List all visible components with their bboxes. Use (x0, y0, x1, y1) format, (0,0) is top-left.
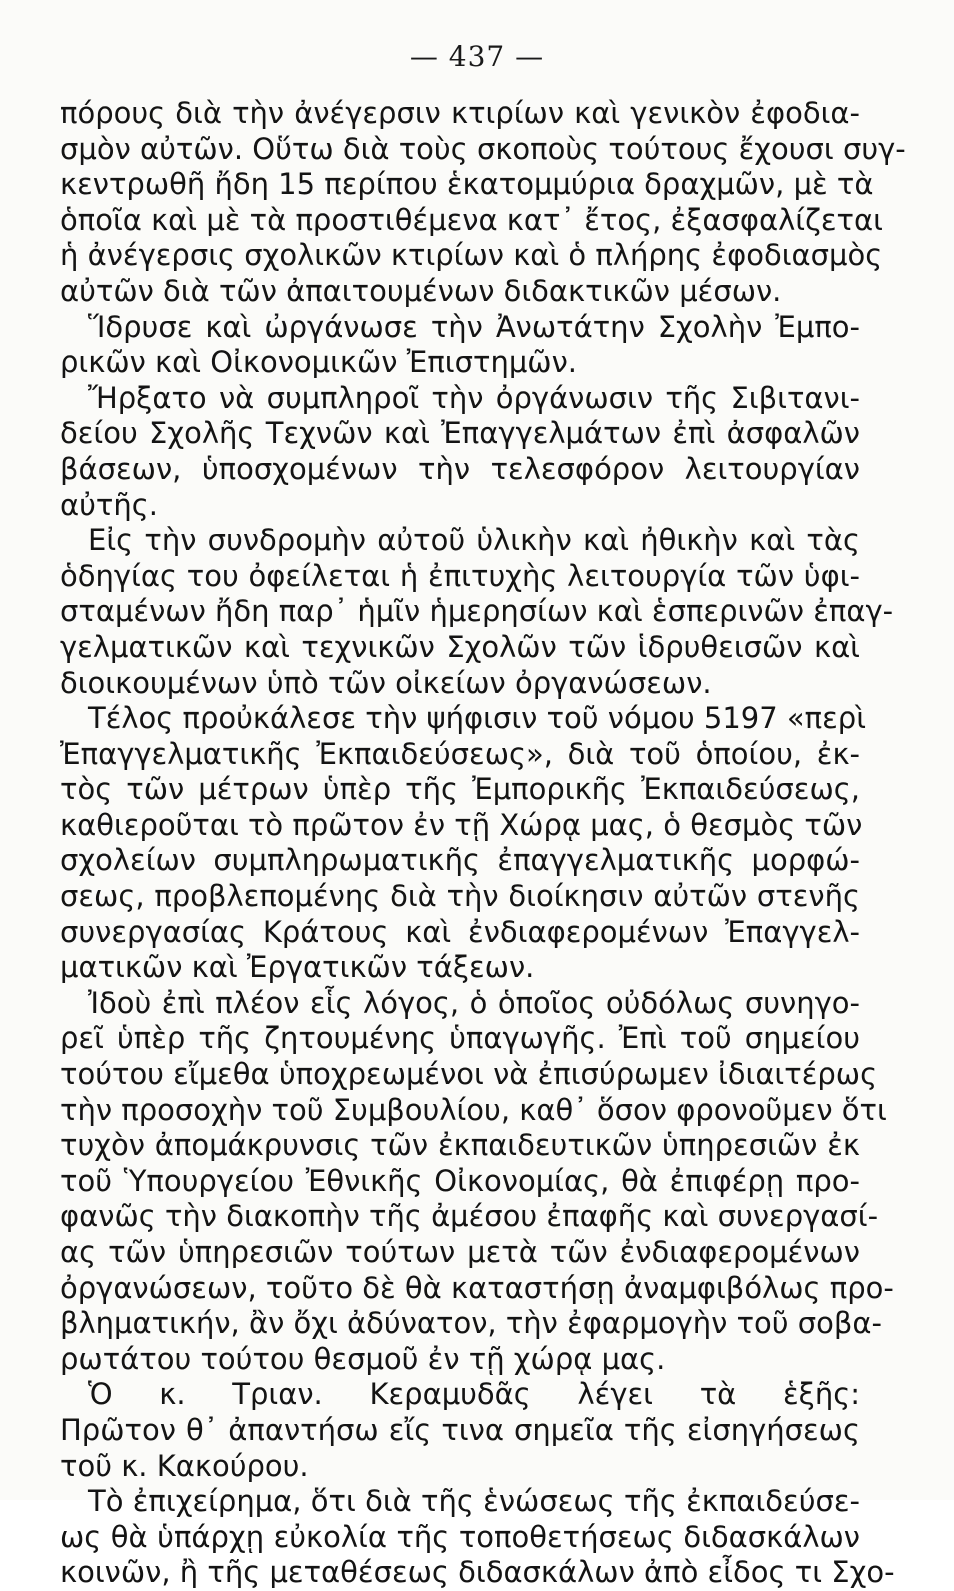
text-line: βληματικήν, ἂν ὄχι ἀδύνατον, τὴν ἐφαρμογὴν τοῦ σοβα- (60, 1306, 882, 1341)
text-line: συνεργασίας Κράτους καὶ ἐνδιαφερομένων Ἐπαγγελ- (60, 914, 860, 949)
text-line: τὴν προσοχὴν τοῦ Συμβουλίου, καθ᾽ ὅσον φρονοῦμεν ὅτι (60, 1092, 887, 1127)
text-line: τοῦ Ὑπουργείου Ἐθνικῆς Οἰκονομίας, θὰ ἐπιφέρῃ προ- (60, 1163, 860, 1198)
text-line: Ὁ κ. Τριαν. Κεραμυδᾶς λέγει τὰ ἑξῆς: (88, 1377, 860, 1412)
text-line: ὀργανώσεων, τοῦτο δὲ θὰ καταστήσῃ ἀναμφιβόλως προ- (60, 1270, 894, 1305)
text-line: ἡ ἀνέγερσις σχολικῶν κτιρίων καὶ ὁ πλήρης ἐφοδιασμὸς (60, 238, 883, 273)
text-line: Ἰδοὺ ἐπὶ πλέον εἷς λόγος, ὁ ὁποῖος οὐδόλως συνηγο- (88, 985, 860, 1020)
text-line: ας τῶν ὑπηρεσιῶν τούτων μετὰ τῶν ἐνδιαφερομένων (60, 1235, 860, 1269)
text-line: βάσεων, ὑποσχομένων τὴν τελεσφόρον λειτουργίαν (60, 451, 860, 486)
text-line: σεως, προβλεπομένης διὰ τὴν διοίκησιν αὐτῶν στενῆς (60, 879, 860, 914)
text-line: Ἤρξατο νὰ συμπληροῖ τὴν ὀργάνωσιν τῆς Σιβιτανι- (88, 380, 860, 415)
text-line: Τὸ ἐπιχείρημα, ὅτι διὰ τῆς ἑνώσεως τῆς ἐκπαιδεύσε- (88, 1484, 860, 1519)
text-line: σμὸν αὐτῶν. Οὕτω διὰ τοὺς σκοποὺς τούτους ἔχουσι συγ- (60, 131, 906, 166)
text-line: καθιεροῦται τὸ πρῶτον ἐν τῇ Χώρᾳ μας, ὁ θεσμὸς τῶν (60, 807, 863, 842)
text-line: ως θὰ ὑπάρχῃ εὐκολία τῆς τοποθετήσεως διδασκάλων (60, 1519, 860, 1554)
text-line: ὁδηγίας του ὀφείλεται ἡ ἐπιτυχὴς λειτουργία τῶν ὑφι- (60, 558, 860, 593)
text-line: διοικουμένων ὑπὸ τῶν οἰκείων ὀργανώσεων. (60, 665, 712, 700)
text-line: ὁποῖα καὶ μὲ τὰ προστιθέμενα κατ᾽ ἔτος, ἐξασφαλίζεται (60, 202, 883, 237)
text-line: Ἵδρυσε καὶ ὠργάνωσε τὴν Ἀνωτάτην Σχολὴν Ἐμπο- (88, 309, 860, 344)
text-line: Τέλος προὐκάλεσε τὴν ψήφισιν τοῦ νόμου 5197 «περὶ (88, 701, 867, 736)
text-line: γελματικῶν καὶ τεχνικῶν Σχολῶν τῶν ἱδρυθεισῶν καὶ (60, 629, 860, 664)
text-line: τὸς τῶν μέτρων ὑπὲρ τῆς Ἐμπορικῆς Ἐκπαιδεύσεως, (60, 772, 860, 807)
text-line: τούτου εἴμεθα ὑποχρεωμένοι νὰ ἐπισύρωμεν ἰδιαιτέρως (60, 1057, 878, 1092)
text-line: αὐτῶν διὰ τῶν ἀπαιτουμένων διδακτικῶν μέσων. (60, 273, 782, 308)
text-line: Ἐπαγγελματικῆς Ἐκπαιδεύσεως», διὰ τοῦ ὁποίου, ἐκ- (60, 736, 860, 771)
text-line: Πρῶτον θ᾽ ἀπαντήσω εἴς τινα σημεῖα τῆς εἰσηγήσεως (60, 1412, 860, 1447)
text-line: φανῶς τὴν διακοπὴν τῆς ἀμέσου ἐπαφῆς καὶ συνεργασί- (60, 1199, 879, 1234)
text-line: κεντρωθῆ ἤδη 15 περίπου ἑκατομμύρια δραχμῶν, μὲ τὰ (60, 167, 874, 202)
text-line: δείου Σχολῆς Τεχνῶν καὶ Ἐπαγγελμάτων ἐπὶ ἀσφαλῶν (60, 416, 860, 451)
text-line: ρικῶν καὶ Οἰκονομικῶν Ἐπιστημῶν. (60, 345, 577, 380)
text-line: ρεῖ ὑπὲρ τῆς ζητουμένης ὑπαγωγῆς. Ἐπὶ τοῦ σημείου (60, 1021, 860, 1056)
text-line: Εἰς τὴν συνδρομὴν αὐτοῦ ὑλικὴν καὶ ἠθικὴν καὶ τὰς (88, 523, 860, 558)
text-line: ματικῶν καὶ Ἐργατικῶν τάξεων. (60, 950, 535, 985)
text-line: τυχὸν ἀπομάκρυνσις τῶν ἐκπαιδευτικῶν ὑπηρεσιῶν ἐκ (60, 1128, 860, 1163)
text-line: σταμένων ἤδη παρ᾽ ἡμῖν ἡμερησίων καὶ ἑσπερινῶν ἐπαγ- (60, 594, 894, 629)
page-number: — 437 — (409, 40, 545, 73)
text-line: ρωτάτου τούτου θεσμοῦ ἐν τῇ χώρᾳ μας. (60, 1341, 666, 1376)
text-line: σχολείων συμπληρωματικῆς ἐπαγγελματικῆς μορφώ- (60, 843, 860, 878)
text-line: αὐτῆς. (60, 487, 158, 522)
text-line: κοινῶν, ἢ τῆς μεταθέσεως διδασκάλων ἀπὸ εἶδος τι Σχο- (60, 1555, 895, 1590)
text-line: πόρους διὰ τὴν ἀνέγερσιν κτιρίων καὶ γενικὸν ἐφοδια- (60, 96, 860, 130)
text-line: τοῦ κ. Κακούρου. (60, 1448, 309, 1483)
body-text (60, 96, 906, 1591)
